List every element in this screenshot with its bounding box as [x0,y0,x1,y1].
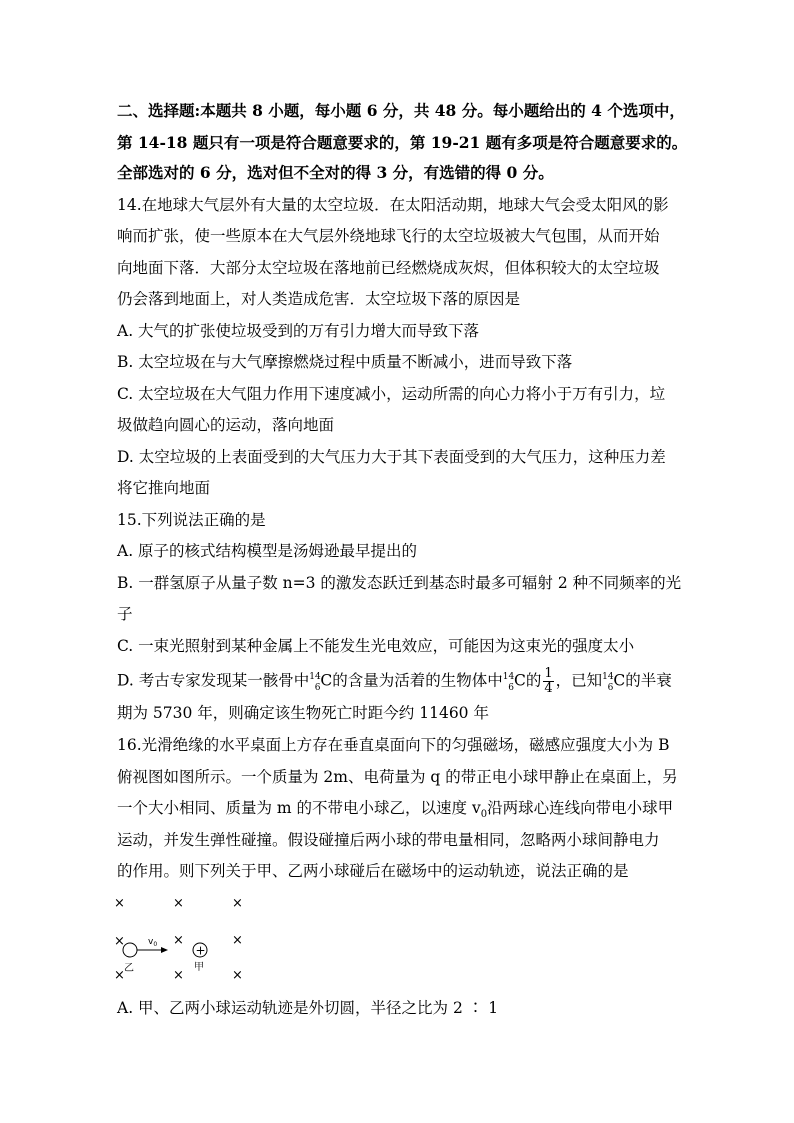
section-header-line-3: 全部选对的 6 分，选对但不全对的得 3 分，有选错的得 0 分。 [117,163,554,182]
q15-option-a: A. 原子的核式结构模型是汤姆逊最早提出的 [117,542,418,560]
field-cross-mark: × [232,968,243,983]
field-cross-mark: × [114,968,125,983]
fraction-numerator: 1 [544,666,553,681]
isotope-mass-number: 14 [602,671,614,682]
isotope-mass-number: 14 [309,671,321,682]
ball-jia-label: 甲 [194,962,204,973]
q16-option-a: A. 甲、乙两小球运动轨迹是外切圆，半径之比为 2 ∶ 1 [117,999,499,1017]
q14-option-c-line-1: C. 太空垃圾在大气阻力作用下速度减小，运动所需的向心力将小于万有引力，垃 [117,385,666,403]
q15-option-c: C. 一束光照射到某种金属上不能发生光电效应，可能因为这束光的强度太小 [117,637,635,655]
field-cross-mark: × [232,896,243,911]
q16-l3-pre: 一个大小相同、质量为 m 的不带电小球乙，以速度 v [117,799,481,817]
field-cross-mark: × [114,896,125,911]
q14-option-a: A. 大气的扩张使垃圾受到的万有引力增大而导致下落 [117,322,480,340]
isotope-atomic-number: 6 [607,682,614,693]
isotope-atomic-number: 6 [314,682,321,693]
velocity-label: $v_0$ [148,937,158,948]
isotope-atomic-number: 6 [508,682,514,693]
q14-stem-line-1: 14.在地球大气层外有大量的太空垃圾．在太阳活动期，地球大气会受太阳风的影 [117,196,669,214]
section-header-line-1: 二、选择题:本题共 8 小题，每小题 6 分，共 48 分。每小题给出的 4 个选项中， [117,101,685,120]
field-cross-mark: × [232,933,243,948]
q15-d-text-end: C的半衰 [613,671,672,690]
q16-stem-line-1: 16.光滑绝缘的水平桌面上方存在垂直桌面向下的匀强磁场，磁感应强度大小为 B [117,736,670,754]
q15-stem: 15.下列说法正确的是 [117,511,266,529]
ball-yi-label: 乙 [124,963,134,974]
isotope-mass-number: 14 [502,671,515,682]
field-cross-mark: × [114,934,125,949]
q14-option-b: B. 太空垃圾在与大气摩擦燃烧过程中质量不断减小，进而导致下落 [117,353,573,371]
q14-stem-line-3: 向地面下落．大部分太空垃圾在落地前已经燃烧成灰烬，但体积较大的太空垃圾 [117,259,660,277]
q16-stem-line-3 [117,798,673,821]
q16-l3-post: 沿两球心连线向带电小球甲 [487,799,674,817]
q15-d-text-pre: D. 考古专家发现某一骸骨中 [117,671,310,690]
q14-stem-line-2: 响而扩张，使一些原本在大气层外绕地球飞行的太空垃圾被大气包围，从而开始 [117,227,660,245]
field-cross-mark: × [173,896,184,911]
q15-d-text-mid-1: C的含量为活着的生物体中 [320,671,503,690]
q14-stem-line-4: 仍会落到地面上，对人类造成危害．太空垃圾下落的原因是 [117,290,521,308]
fraction-denominator: 4 [544,681,553,696]
positive-charge-sign: + [195,943,206,958]
q16-stem-line-2: 俯视图如图所示。一个质量为 2m、电荷量为 q 的带正电小球甲静止在桌面上，另 [117,768,678,786]
q15-d-text-mid-2: C的 [513,671,542,690]
q15-d-text-post: ，已知 [555,671,603,690]
field-cross-mark: × [173,933,184,948]
ball-yi [123,943,137,957]
q15-option-d-line-1 [117,667,672,696]
q14-option-c-line-2: 圾做趋向圆心的运动，落向地面 [117,416,335,434]
q14-option-d-line-1: D. 太空垃圾的上表面受到的大气压力大于其下表面受到的大气压力，这种压力差 [117,448,666,466]
q15-option-b-line-1: B. 一群氢原子从量子数 n=3 的激发态跃迁到基态时最多可辐射 2 种不同频率的光 [117,574,682,592]
section-header-line-2: 第 14-18 题只有一项是符合题意要求的，第 19-21 题有多项是符合题意要求的。 [117,133,688,152]
q16-stem-line-4: 运动，并发生弹性碰撞。假设碰撞后两小球的带电量相同，忽略两小球间静电力 [117,831,660,849]
velocity-arrowhead [161,947,168,953]
magnetic-field-figure [110,890,260,985]
q15-option-b-line-2: 子 [117,605,133,623]
fraction-one-quarter [543,667,553,696]
q16-stem-line-5: 的作用。则下列关于甲、乙两小球碰后在磁场中的运动轨迹，说法正确的是 [117,862,629,880]
q15-option-d-line-2: 期为 5730 年，则确定该生物死亡时距今约 11460 年 [117,704,489,722]
field-cross-mark: × [173,968,184,983]
q14-option-d-line-2: 将它推向地面 [117,479,211,497]
velocity-subscript: 0 [480,809,488,820]
